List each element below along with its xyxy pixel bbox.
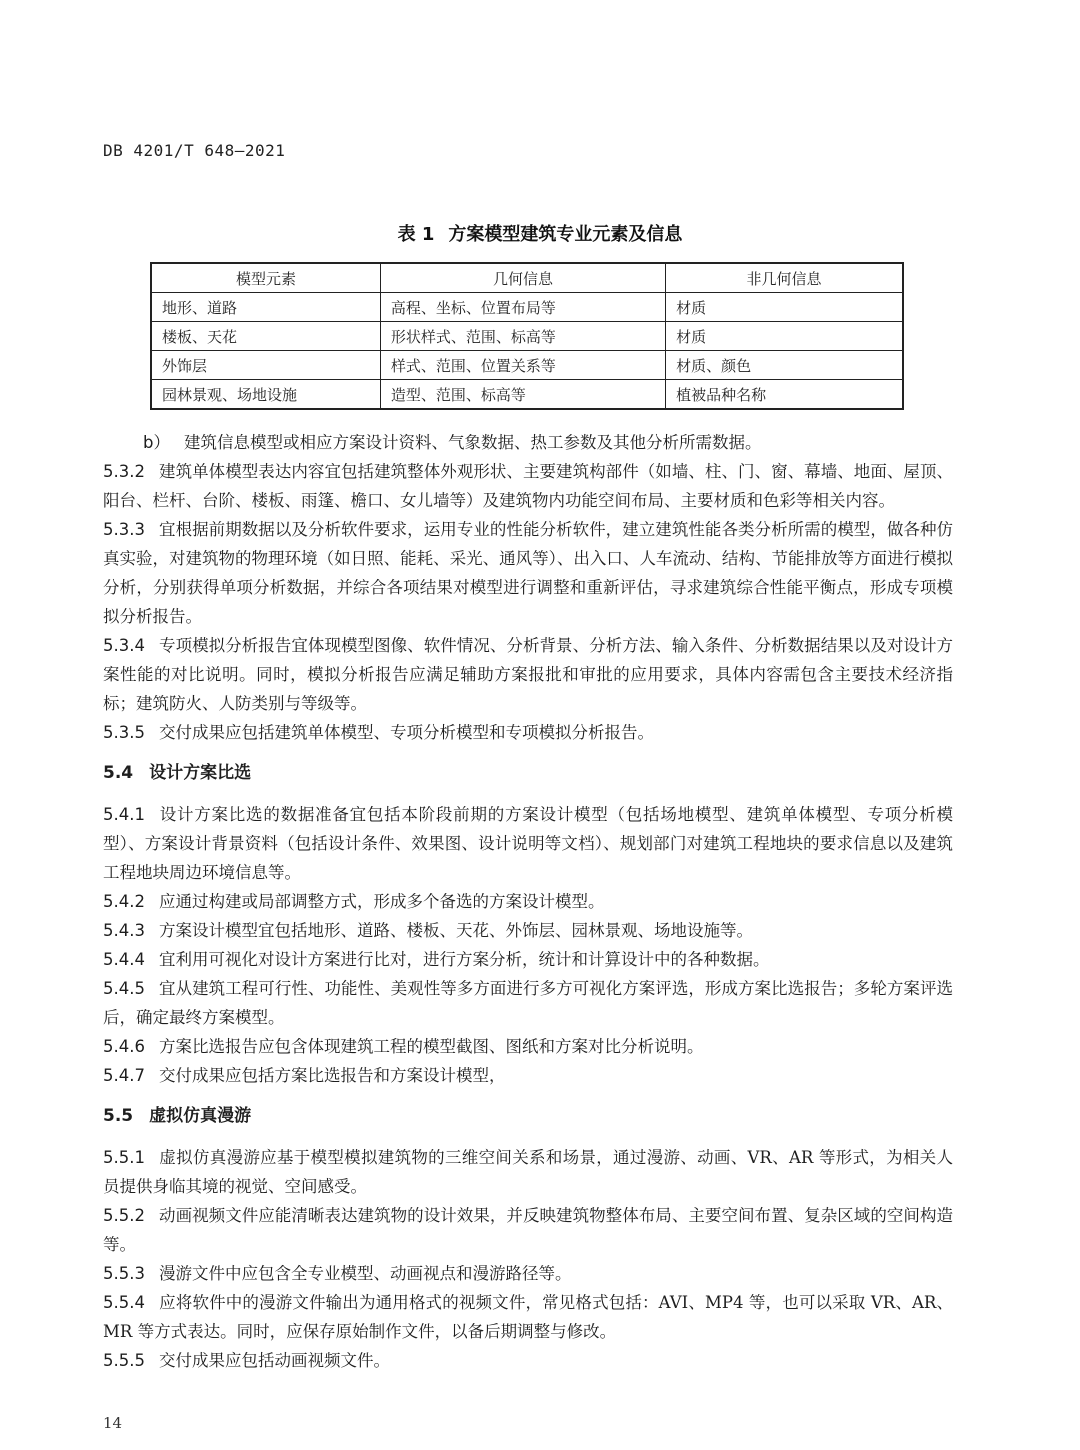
clause-5-3-4 (103, 631, 953, 718)
list-label: b） (143, 433, 170, 452)
table-cell: 材质 (666, 293, 903, 322)
page-number: 14 (103, 1414, 123, 1432)
clause-5-4-4 (103, 945, 953, 974)
paragraph-text: 虚拟仿真漫游应基于模型模拟建筑物的三维空间关系和场景，通过漫游、动画、VR、AR 等形式，为相关人员提供身临其境的视觉、空间感受。 (103, 1148, 953, 1196)
section-title: 设计方案比选 (149, 763, 252, 783)
table-row (151, 322, 903, 351)
section-number: 5.5 (103, 1106, 134, 1126)
table-caption-title: 方案模型建筑专业元素及信息 (448, 224, 683, 245)
clause-number: 5.5.4 (103, 1293, 145, 1312)
table-cell: 楼板、天花 (151, 322, 380, 351)
paragraph-text: 专项模拟分析报告宜体现模型图像、软件情况、分析背景、分析方法、输入条件、分析数据结果以及对设计方案性能的对比说明。同时，模拟分析报告应满足辅助方案报批和审批的应用要求，具体内容需包含主要技术经济指标；建筑防火、人防类别与等级等。 (103, 636, 953, 713)
table-caption-number: 表 1 (397, 224, 435, 245)
paragraph-text: 交付成果应包括动画视频文件。 (158, 1351, 390, 1370)
table-row (151, 293, 903, 322)
section-number: 5.4 (103, 763, 134, 783)
paragraph-text: 宜从建筑工程可行性、功能性、美观性等多方面进行多方可视化方案评选，形成方案比选报告；多轮方案评选后，确定最终方案模型。 (103, 979, 953, 1027)
table-row (151, 380, 903, 410)
paragraph-text: 建筑单体模型表达内容宜包括建筑整体外观形状、主要建筑构部件（如墙、柱、门、窗、幕墙、地面、屋顶、阳台、栏杆、台阶、楼板、雨篷、檐口、女儿墙等）及建筑物内功能空间布局、主要材质和色彩等相关内容。 (103, 462, 953, 510)
paragraph-text: 交付成果应包括建筑单体模型、专项分析模型和专项模拟分析报告。 (158, 723, 654, 742)
table-cell: 形状样式、范围、标高等 (380, 322, 665, 351)
table-cell: 外饰层 (151, 351, 380, 380)
table-cell: 材质 (666, 322, 903, 351)
table-cell: 植被品种名称 (666, 380, 903, 410)
clause-5-5-5 (103, 1346, 953, 1375)
clause-number: 5.3.2 (103, 462, 145, 481)
clause-5-3-5 (103, 718, 953, 747)
clause-number: 5.5.1 (103, 1148, 145, 1167)
section-heading-5-4 (103, 759, 953, 788)
list-item-b (103, 428, 953, 457)
paragraph-text: 建筑信息模型或相应方案设计资料、气象数据、热工参数及其他分析所需数据。 (183, 433, 762, 452)
table-header-row (151, 263, 903, 293)
paragraph-text: 交付成果应包括方案比选报告和方案设计模型， (158, 1066, 506, 1085)
clause-5-4-2 (103, 887, 953, 916)
paragraph-text: 漫游文件中应包含全专业模型、动画视点和漫游路径等。 (158, 1264, 572, 1283)
standard-code: DB 4201/T 648—2021 (103, 141, 286, 160)
paragraph-text: 动画视频文件应能清晰表达建筑物的设计效果，并反映建筑物整体布局、主要空间布置、复杂区域的空间构造等。 (103, 1206, 953, 1254)
table-cell: 材质、颜色 (666, 351, 903, 380)
paragraph-text: 宜利用可视化对设计方案进行比对，进行方案分析，统计和计算设计中的各种数据。 (158, 950, 770, 969)
paragraph-text: 设计方案比选的数据准备宜包括本阶段前期的方案设计模型（包括场地模型、建筑单体模型、专项分析模型）、方案设计背景资料（包括设计条件、效果图、设计说明等文档）、规划部门对建筑工程地块的要求信息以及建筑工程地块周边环境信息等。 (103, 805, 953, 882)
table-caption (0, 220, 1080, 246)
model-elements-table (150, 262, 904, 410)
section-heading-5-5 (103, 1102, 953, 1131)
clause-number: 5.4.7 (103, 1066, 145, 1085)
document-body (103, 428, 953, 1375)
clause-5-4-5 (103, 974, 953, 1032)
clause-5-3-3 (103, 515, 953, 631)
column-header: 模型元素 (151, 263, 380, 293)
table-cell: 园林景观、场地设施 (151, 380, 380, 410)
clause-number: 5.3.4 (103, 636, 145, 655)
clause-5-5-1 (103, 1143, 953, 1201)
paragraph-text: 方案设计模型宜包括地形、道路、楼板、天花、外饰层、园林景观、场地设施等。 (158, 921, 753, 940)
clause-5-5-4 (103, 1288, 953, 1346)
paragraph-text: 应通过构建或局部调整方式，形成多个备选的方案设计模型。 (158, 892, 605, 911)
clause-number: 5.5.5 (103, 1351, 145, 1370)
table-cell: 高程、坐标、位置布局等 (380, 293, 665, 322)
paragraph-text: 宜根据前期数据以及分析软件要求，运用专业的性能分析软件，建立建筑性能各类分析所需的模型，做各种仿真实验，对建筑物的物理环境（如日照、能耗、采光、通风等）、出入口、人车流动、结构、节能排放等方面进行模拟分析，分别获得单项分析数据，并综合各项结果对模型进行调整和重新评估，寻求建筑综合性能平衡点，形成专项模拟分析报告。 (103, 520, 953, 626)
clause-5-4-3 (103, 916, 953, 945)
clause-5-4-1 (103, 800, 953, 887)
table-row (151, 351, 903, 380)
clause-number: 5.5.2 (103, 1206, 145, 1225)
clause-number: 5.4.4 (103, 950, 145, 969)
column-header: 非几何信息 (666, 263, 903, 293)
clause-number: 5.4.2 (103, 892, 145, 911)
paragraph-text: 方案比选报告应包含体现建筑工程的模型截图、图纸和方案对比分析说明。 (158, 1037, 704, 1056)
clause-number: 5.4.1 (103, 805, 145, 824)
clause-5-5-2 (103, 1201, 953, 1259)
paragraph-text: 应将软件中的漫游文件输出为通用格式的视频文件，常见格式包括：AVI、MP4 等，也可以采取 VR、AR、MR 等方式表达。同时，应保存原始制作文件，以备后期调整与修改。 (103, 1293, 953, 1341)
table-cell: 地形、道路 (151, 293, 380, 322)
column-header: 几何信息 (380, 263, 665, 293)
clause-5-5-3 (103, 1259, 953, 1288)
clause-number: 5.3.5 (103, 723, 145, 742)
clause-number: 5.4.3 (103, 921, 145, 940)
table-cell: 样式、范围、位置关系等 (380, 351, 665, 380)
clause-5-3-2 (103, 457, 953, 515)
table-cell: 造型、范围、标高等 (380, 380, 665, 410)
clause-5-4-7 (103, 1061, 953, 1090)
clause-number: 5.4.5 (103, 979, 145, 998)
clause-number: 5.3.3 (103, 520, 145, 539)
clause-5-4-6 (103, 1032, 953, 1061)
section-title: 虚拟仿真漫游 (149, 1106, 252, 1126)
clause-number: 5.4.6 (103, 1037, 145, 1056)
clause-number: 5.5.3 (103, 1264, 145, 1283)
